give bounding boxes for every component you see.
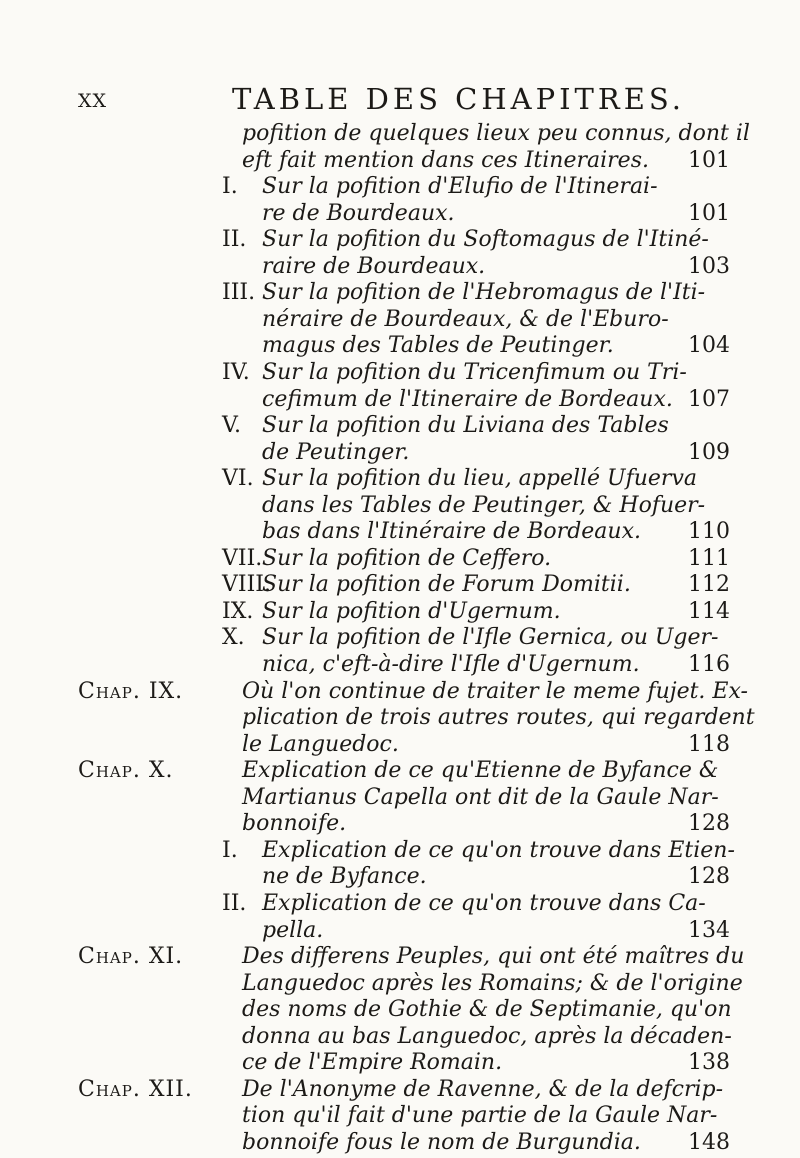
toc-entry-text: Où l'on continue de traiter le meme fujet. Ex- [242,679,748,704]
section-number: I. [222,838,238,863]
toc-entry-text: Languedoc après les Romains; & de l'origine [242,971,743,996]
page-reference: 134 [688,918,730,943]
section-number: I. [222,174,238,199]
toc-entry-text: magus des Tables de Peutinger. [262,333,614,358]
toc-entry-text: Explication de ce qu'on trouve dans Etien- [262,838,735,863]
page-number: XX [78,90,108,112]
toc-entry-text: Sur la pofition de l'Hebromagus de l'Iti- [262,280,706,305]
toc-entry-text: re de Bourdeaux. [262,201,455,226]
page-reference: 112 [688,572,730,597]
toc-entry-text: eft fait mention dans ces Itineraires. [242,148,649,173]
toc-entry-text: Martianus Capella ont dit de la Gaule Nar- [242,785,719,810]
toc-entry-text: bonnoife. [242,811,347,836]
toc-entry-text: Sur la pofition d'Elufio de l'Itinerai- [262,174,658,199]
toc-entry-text: Sur la pofition du Tricenfimum ou Tri- [262,360,687,385]
toc-entry-text: bonnoife fous le nom de Burgundia. [242,1130,641,1155]
chapter-label: Chap. IX. [78,679,184,704]
toc-entry-text: Sur la pofition de l'Ifle Gernica, ou Uger- [262,625,719,650]
toc-entry-text: Explication de ce qu'on trouve dans Ca- [262,891,706,916]
section-number: IX. [222,599,254,624]
toc-entry-text: tion qu'il fait d'une partie de la Gaule Nar- [242,1103,718,1128]
page-reference: 101 [688,148,730,173]
section-number: II. [222,891,247,916]
toc-entry-text: Sur la pofition du lieu, appellé Ufuerva [262,466,697,491]
toc-entry-text: dans les Tables de Peutinger, & Hofuer- [262,493,706,518]
section-number: VI. [222,466,254,491]
section-number: X. [222,625,245,650]
page-reference: 116 [688,652,730,677]
page-reference: 118 [688,732,730,757]
section-number: VII. [222,546,263,571]
chapter-label: Chap. XI. [78,944,184,969]
page-header [0,82,800,118]
page-reference: 104 [688,333,730,358]
page-reference: 114 [688,599,730,624]
section-number: VIII. [222,572,271,597]
chapter-label: Chap. XII. [78,1077,193,1102]
page-reference: 101 [688,201,730,226]
section-number: V. [222,413,242,438]
page-reference: 128 [688,864,730,889]
toc-entry-text: pofition de quelques lieux peu connus, dont il [242,121,750,146]
toc-entry-text: Sur la pofition du Liviana des Tables [262,413,669,438]
section-number: IV. [222,360,250,385]
toc-entry-text: Sur la pofition de Forum Domitii. [262,572,631,597]
toc-entry-text: des noms de Gothie & de Septimanie, qu'on [242,997,732,1022]
section-number: III. [222,280,256,305]
section-number: II. [222,227,247,252]
toc-entry-text: pella. [262,918,324,943]
toc-entry-text: de Peutinger. [262,440,410,465]
page-reference: 110 [688,519,730,544]
page-reference: 103 [688,254,730,279]
toc-entry-text: Explication de ce qu'Etienne de Byfance & [242,758,719,783]
toc-entry-text: nica, c'eft-à-dire l'Ifle d'Ugernum. [262,652,640,677]
toc-entry-text: bas dans l'Itinéraire de Bordeaux. [262,519,641,544]
chapter-label: Chap. X. [78,758,174,783]
toc-entry-text: Sur la pofition de Ceffero. [262,546,552,571]
toc-entry-text: raire de Bourdeaux. [262,254,486,279]
page-reference: 107 [688,387,730,412]
toc-entry-text: plication de trois autres routes, qui regardent [242,705,755,730]
toc-entry-text: donna au bas Languedoc, après la décaden- [242,1024,732,1049]
running-title: TABLE DES CHAPITRES. [232,82,685,116]
toc-entry-text: Sur la pofition du Softomagus de l'Itiné- [262,227,709,252]
toc-entry-text: Des differens Peuples, qui ont été maîtres du [242,944,745,969]
page-reference: 148 [688,1130,730,1155]
page-reference: 111 [688,546,730,571]
toc-entry-text: ce de l'Empire Romain. [242,1050,503,1075]
page-reference: 138 [688,1050,730,1075]
toc-entry-text: néraire de Bourdeaux, & de l'Eburo- [262,307,669,332]
toc-entry-text: cefimum de l'Itineraire de Bordeaux. [262,387,673,412]
toc-entry-text: le Languedoc. [242,732,399,757]
page-reference: 109 [688,440,730,465]
page-reference: 128 [688,811,730,836]
toc-entry-text: Sur la pofition d'Ugernum. [262,599,561,624]
toc-entry-text: De l'Anonyme de Ravenne, & de la defcrip- [242,1077,724,1102]
toc-entry-text: ne de Byfance. [262,864,427,889]
